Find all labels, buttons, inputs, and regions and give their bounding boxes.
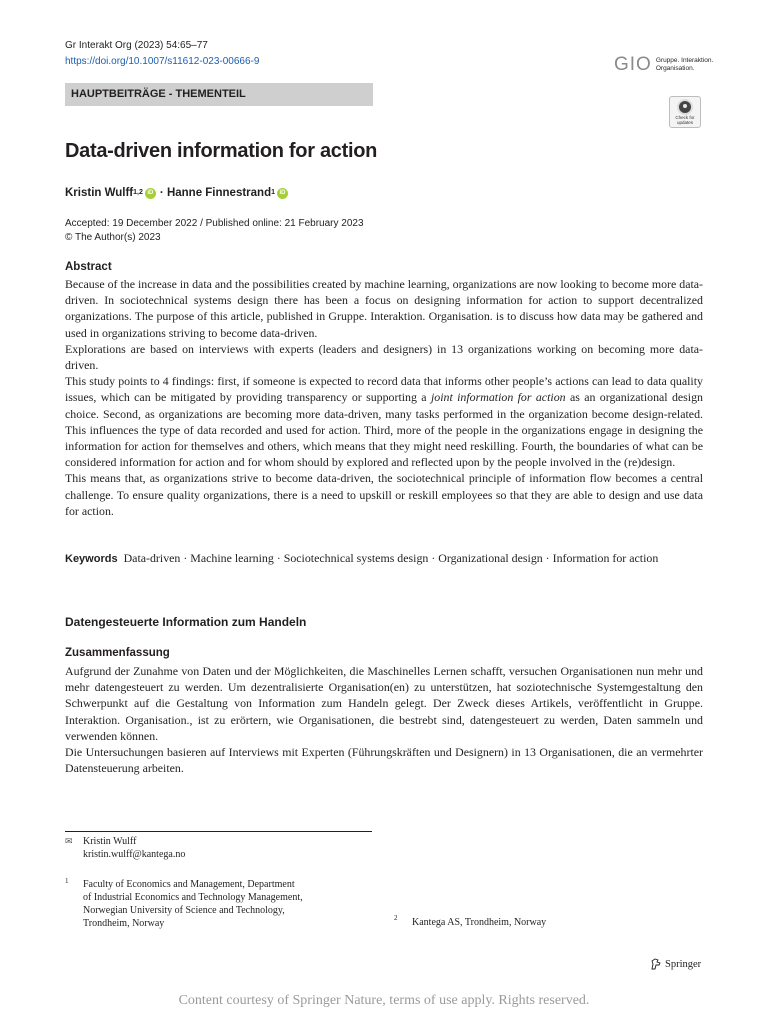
zusammenfassung-heading: Zusammenfassung — [65, 647, 170, 659]
keywords-text: Data-driven · Machine learning · Sociotechnical systems design · Organizational design · Information for action — [123, 551, 659, 565]
corresponding-author — [83, 835, 185, 861]
springer-horse-icon — [650, 958, 662, 970]
affiliation-line: of Industrial Economics and Technology Management, — [83, 892, 303, 903]
affiliation-number: 1 — [65, 877, 69, 885]
article-title: Data-driven information for action — [65, 140, 378, 162]
journal-logo-mark: GIO — [614, 54, 652, 75]
publisher-name: Springer — [665, 958, 702, 970]
envelope-icon: ✉ — [65, 836, 73, 846]
author-affiliation-ref: 1 — [271, 188, 275, 196]
check-updates-label-2: updates — [676, 120, 693, 125]
author-name[interactable]: Kristin Wulff — [65, 187, 134, 199]
affiliation-number: 2 — [394, 914, 398, 922]
author-separator: · — [159, 187, 164, 199]
article-category: HAUPTBEITRÄGE - THEMENTEIL — [65, 83, 373, 106]
zusammenfassung-paragraph: Die Untersuchungen basieren auf Interviews mit Experten (Führungskräften und Designern) in 13 Organisationen, die an vermehrter Datensteuerung arbeiten. — [65, 745, 703, 776]
abstract-heading: Abstract — [65, 261, 112, 273]
author-list — [65, 187, 292, 199]
keywords-label: Keywords — [65, 553, 118, 565]
author-name[interactable]: Hanne Finnestrand — [166, 187, 272, 199]
abstract-emphasis: joint information for action — [430, 390, 566, 405]
copyright-line: © The Author(s) 2023 — [65, 232, 161, 243]
journal-logo-line-1: Gruppe. Interaktion. — [655, 57, 714, 64]
courtesy-notice: Content courtesy of Springer Nature, terms of use apply. Rights reserved. — [178, 993, 590, 1008]
doi-link[interactable]: https://doi.org/10.1007/s11612-023-00666-9 — [65, 56, 260, 67]
affiliation-line: Norwegian University of Science and Technology, — [83, 905, 285, 916]
publisher-logo — [650, 958, 701, 970]
abstract-paragraph — [65, 373, 703, 470]
abstract-text: This study points to 4 findings: first, if someone is expected to record data that informs other people’s actions can lead to data quality issues, which can be mitigated by providing transparency or supporting a — [65, 374, 703, 405]
publication-dates — [65, 217, 364, 245]
journal-logo-text — [656, 57, 713, 73]
check-for-updates-button[interactable] — [669, 96, 701, 128]
check-updates-icon — [677, 99, 693, 115]
contact-email[interactable]: kristin.wulff@kantega.no — [83, 849, 186, 860]
footnote-divider — [65, 831, 372, 832]
orcid-icon[interactable]: iD — [277, 188, 288, 199]
check-updates-label-1: Check for — [675, 115, 695, 120]
abstract-paragraph: This means that, as organizations strive to become data-driven, the sociotechnical principle of information flow becomes a central challenge. To ensure quality organizations, there is a need to upskill or reskill employees so that they are able to design and use data for action. — [65, 471, 703, 518]
zusammenfassung-paragraph: Aufgrund der Zunahme von Daten und der Möglichkeiten, die Maschinelles Lernen schafft, versuchen Organisationen nun mehr und mehr datengesteuert zu werden. Um dezentralisierte Organisation(en) zu unterstützen, hat soziotechnische Systemgestaltung den Schwerpunkt auf die Gestaltung von Information zum Handeln gelegt. Der Zweck dieses Artikels, veröffentlicht in Gruppe. Interaktion. Organisation., ist zu erörtern, wie Organisationen, die bestrebt sind, datengesteuert zu werden, Daten sammeln und verwenden können. — [65, 664, 703, 743]
journal-logo-line-2: Organisation. — [655, 65, 695, 72]
affiliation-1 — [83, 878, 303, 930]
zusammenfassung-body — [65, 663, 703, 776]
journal-logo — [614, 54, 713, 76]
affiliation-line: Faculty of Economics and Management, Department — [83, 879, 295, 890]
abstract-text: as an organizational design choice. Second, as organizations are becoming more data-driven, many tasks performed in the organization become design-related. This influences the type of data recorded and used for action. Third, more of the people in the organizations engage in designing the information for action for themselves and others, which means that they might need reskilling. Fourth, the boundaries of what can be considered information for action and for whom should by explored and reflected upon by the people involved in the (re)design. — [65, 390, 703, 470]
abstract-paragraph: Explorations are based on interviews with experts (leaders and designers) in 13 organizations working on becoming more data-driven. — [65, 341, 703, 373]
abstract-paragraph: Because of the increase in data and the possibilities created by machine learning, organizations are now looking to become more data-driven. In sociotechnical systems design there has been a focus on designing information for action to support decentralized organizations. The purpose of this article, published in Gruppe. Interaktion. Organisation. is to discuss how data may be gathered and used in organizations striving to become data-driven. — [65, 277, 704, 340]
contact-name: Kristin Wulff — [83, 836, 137, 847]
orcid-icon[interactable]: iD — [145, 188, 156, 199]
affiliation-line: Trondheim, Norway — [83, 918, 165, 929]
journal-citation: Gr Interakt Org (2023) 54:65–77 — [65, 40, 208, 51]
dates-line: Accepted: 19 December 2022 / Published online: 21 February 2023 — [65, 218, 364, 229]
german-title: Datengesteuerte Information zum Handeln — [65, 615, 307, 629]
affiliation-2: Kantega AS, Trondheim, Norway — [412, 917, 547, 928]
abstract-body — [65, 276, 703, 519]
keywords — [65, 550, 685, 567]
author-affiliation-ref: 1,2 — [133, 188, 143, 196]
